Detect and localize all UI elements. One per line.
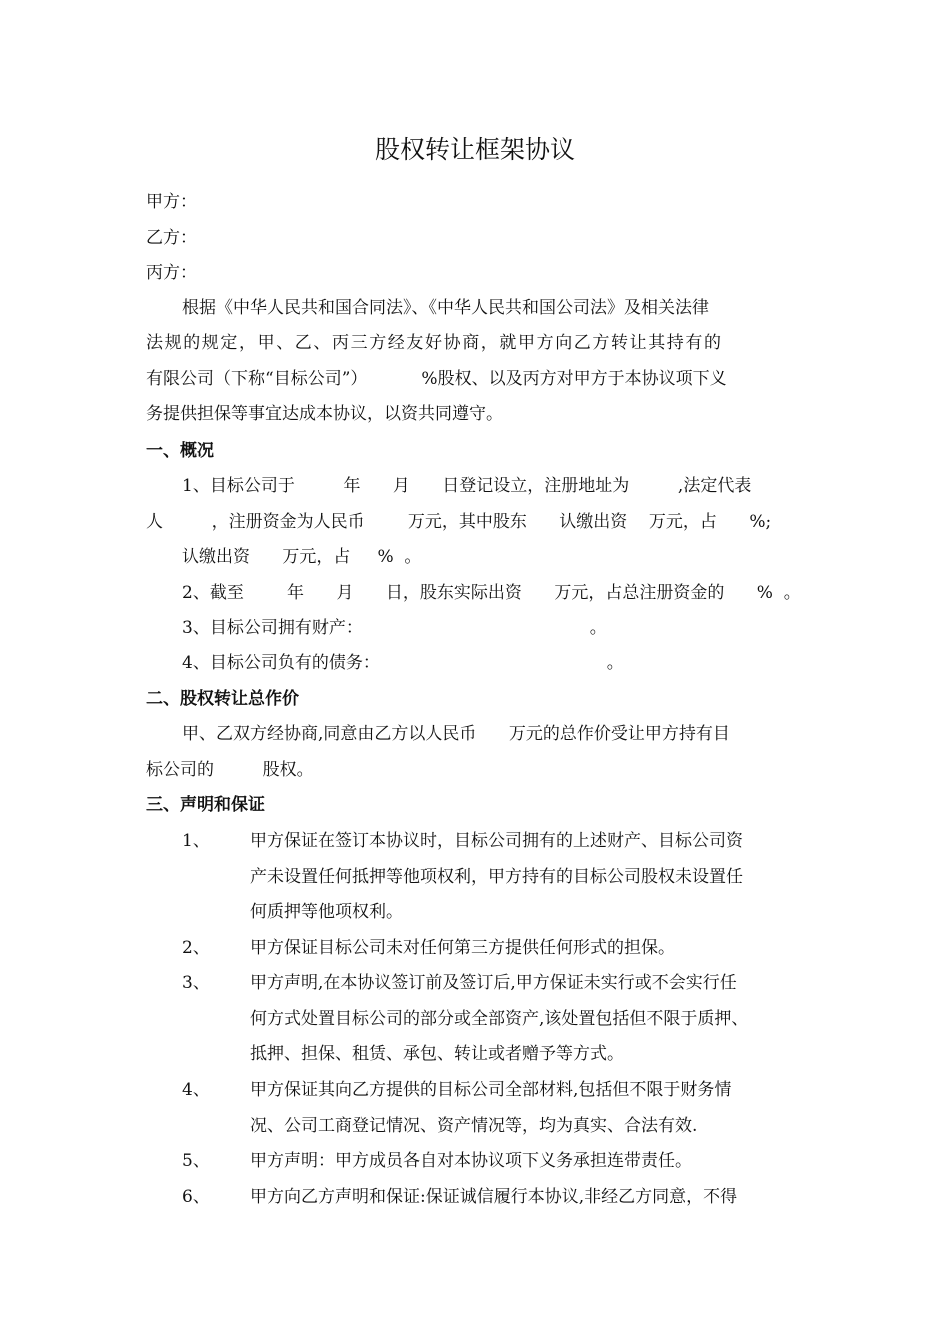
section-heading-price: 二、股权转让总作价 [146,689,299,709]
intro-line: 务提供担保等事宜达成本协议，以资共同遵守。 [146,404,503,424]
document-title: 股权转让框架协议 [374,135,575,164]
warranty-item-number: 1、 [182,831,210,851]
warranty-item-number: 6、 [182,1187,210,1207]
warranty-item-line: 甲方保证在签订本协议时，目标公司拥有的上述财产、目标公司资 [250,831,743,851]
overview-paragraph-1-line: 人 ，注册资金为人民币 万元，其中股东 认缴出资 万元，占 %; [146,512,772,532]
party-b-label: 乙方： [146,228,197,248]
party-a-label: 甲方： [146,192,197,212]
warranty-item-line: 况、公司工商登记情况、资产情况等，均为真实、合法有效. [250,1116,698,1136]
overview-paragraph-1-line: 认缴出资 万元，占 % 。 [182,547,422,567]
warranty-item-line: 产未设置任何抵押等他项权利，甲方持有的目标公司股权未设置任 [250,867,743,887]
section-heading-overview: 一、概况 [146,441,214,461]
intro-line: 有限公司（下称“目标公司”） %股权、以及丙方对甲方于本协议项下义 [146,369,727,389]
warranty-item-number: 5、 [182,1151,210,1171]
overview-paragraph-3: 3、目标公司拥有财产： 。 [182,618,607,638]
party-c-label: 丙方： [146,263,197,283]
overview-paragraph-1-line: 1、目标公司于 年 月 日登记设立，注册地址为 ,法定代表 [182,476,752,496]
warranty-item-line: 甲方声明,在本协议签订前及签订后,甲方保证未实行或不会实行任 [250,973,737,993]
overview-paragraph-2: 2、截至 年 月 日，股东实际出资 万元，占总注册资金的 % 。 [182,583,801,603]
warranty-item-line: 抵押、担保、租赁、承包、转让或者赠予等方式。 [250,1044,624,1064]
section-heading-warranties: 三、声明和保证 [146,795,265,815]
warranty-item-line: 何质押等他项权利。 [250,902,403,922]
warranty-item-line: 何方式处置目标公司的部分或全部资产,该处置包括但不限于质押、 [250,1009,749,1029]
warranty-item-line: 甲方保证目标公司未对任何第三方提供任何形式的担保。 [250,938,675,958]
warranty-item-line: 甲方保证其向乙方提供的目标公司全部材料,包括但不限于财务情 [250,1080,732,1100]
overview-paragraph-4: 4、目标公司负有的债务： 。 [182,653,624,673]
warranty-item-number: 2、 [182,938,210,958]
intro-line: 法规的规定，甲、乙、丙三方经友好协商，就甲方向乙方转让其持有的 [146,333,723,353]
warranty-item-number: 3、 [182,973,210,993]
price-line: 甲、乙双方经协商,同意由乙方以人民币 万元的总作价受让甲方持有目 [182,724,730,744]
warranty-item-line: 甲方声明：甲方成员各自对本协议项下义务承担连带责任。 [250,1151,692,1171]
warranty-item-number: 4、 [182,1080,210,1100]
price-line: 标公司的 股权。 [146,760,314,780]
intro-line: 根据《中华人民共和国合同法》、《中华人民共和国公司法》及相关法律 [182,298,709,318]
warranty-item-line: 甲方向乙方声明和保证:保证诚信履行本协议,非经乙方同意，不得 [250,1187,738,1207]
